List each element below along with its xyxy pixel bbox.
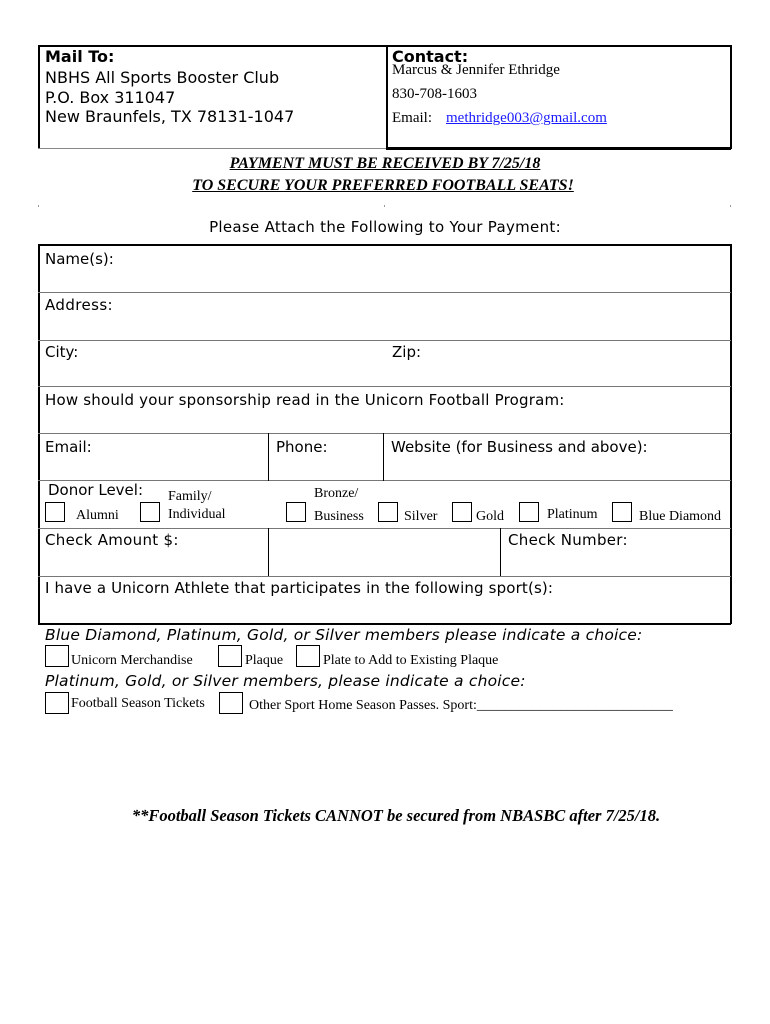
gold-checkbox[interactable]	[452, 502, 472, 522]
football-tickets-checkbox[interactable]	[45, 692, 69, 714]
football-tickets-label: Football Season Tickets	[71, 696, 205, 711]
plate-checkbox[interactable]	[296, 645, 320, 667]
sport-label: I have a Unicorn Athlete that participates in the following sport(s):	[45, 579, 554, 597]
platinum-label: Platinum	[547, 507, 598, 522]
website-label: Website (for Business and above):	[391, 438, 648, 456]
alumni-checkbox[interactable]	[45, 502, 65, 522]
other-sport-checkbox[interactable]	[219, 692, 243, 714]
payment-deadline-line1: PAYMENT MUST BE RECEIVED BY 7/25/18	[229, 155, 541, 172]
bronze-business-checkbox[interactable]	[286, 502, 306, 522]
blue-diamond-choice-heading: Blue Diamond, Platinum, Gold, or Silver members please indicate a choice:	[45, 626, 643, 644]
bronze-label-line1: Bronze/	[314, 486, 359, 501]
other-sport-label: Other Sport Home Season Passes. Sport:____________________________	[249, 698, 673, 713]
family-label-line1: Family/	[168, 489, 212, 504]
plaque-checkbox[interactable]	[218, 645, 242, 667]
alumni-label: Alumni	[76, 508, 119, 523]
contact-email-link[interactable]: methridge003@gmail.com	[446, 110, 607, 126]
address-label: Address:	[45, 296, 113, 314]
plaque-label: Plaque	[245, 653, 284, 668]
gold-label: Gold	[476, 509, 504, 524]
silver-label: Silver	[404, 509, 438, 524]
program-label: How should your sponsorship read in the Unicorn Football Program:	[45, 391, 565, 409]
phone-label: Phone:	[276, 438, 328, 456]
mail-to-heading: Mail To:	[45, 47, 115, 66]
platinum-choice-heading: Platinum, Gold, or Silver members, please indicate a choice:	[45, 672, 526, 690]
unicorn-merchandise-checkbox[interactable]	[45, 645, 69, 667]
family-individual-checkbox[interactable]	[140, 502, 160, 522]
zip-label: Zip:	[392, 343, 422, 361]
contact-heading: Contact:	[392, 47, 469, 66]
mail-to-line2: P.O. Box 311047	[45, 88, 176, 107]
check-number-label: Check Number:	[508, 531, 628, 549]
platinum-checkbox[interactable]	[519, 502, 539, 522]
blue-diamond-checkbox[interactable]	[612, 502, 632, 522]
email-label: Email:	[45, 438, 92, 456]
contact-phone: 830-708-1603	[392, 86, 477, 102]
mail-to-line1: NBHS All Sports Booster Club	[45, 68, 280, 87]
footer-note: **Football Season Tickets CANNOT be secured from NBASBC after 7/25/18.	[131, 806, 661, 825]
names-label: Name(s):	[45, 250, 114, 268]
donor-level-label: Donor Level:	[48, 481, 143, 499]
family-label-line2: Individual	[168, 507, 226, 522]
silver-checkbox[interactable]	[378, 502, 398, 522]
mail-to-line3: New Braunfels, TX 78131-1047	[45, 107, 295, 126]
city-label: City:	[45, 343, 79, 361]
contact-email-label: Email:	[392, 110, 432, 126]
attach-heading: Please Attach the Following to Your Payment:	[209, 218, 561, 236]
contact-names: Marcus & Jennifer Ethridge	[392, 62, 560, 78]
blue-diamond-label: Blue Diamond	[639, 509, 722, 524]
payment-deadline-line2: TO SECURE YOUR PREFERRED FOOTBALL SEATS!	[192, 177, 574, 194]
plate-label: Plate to Add to Existing Plaque	[323, 653, 499, 668]
bronze-label-line2: Business	[314, 509, 364, 524]
unicorn-merchandise-label: Unicorn Merchandise	[71, 653, 193, 668]
check-amount-label: Check Amount $:	[45, 531, 179, 549]
